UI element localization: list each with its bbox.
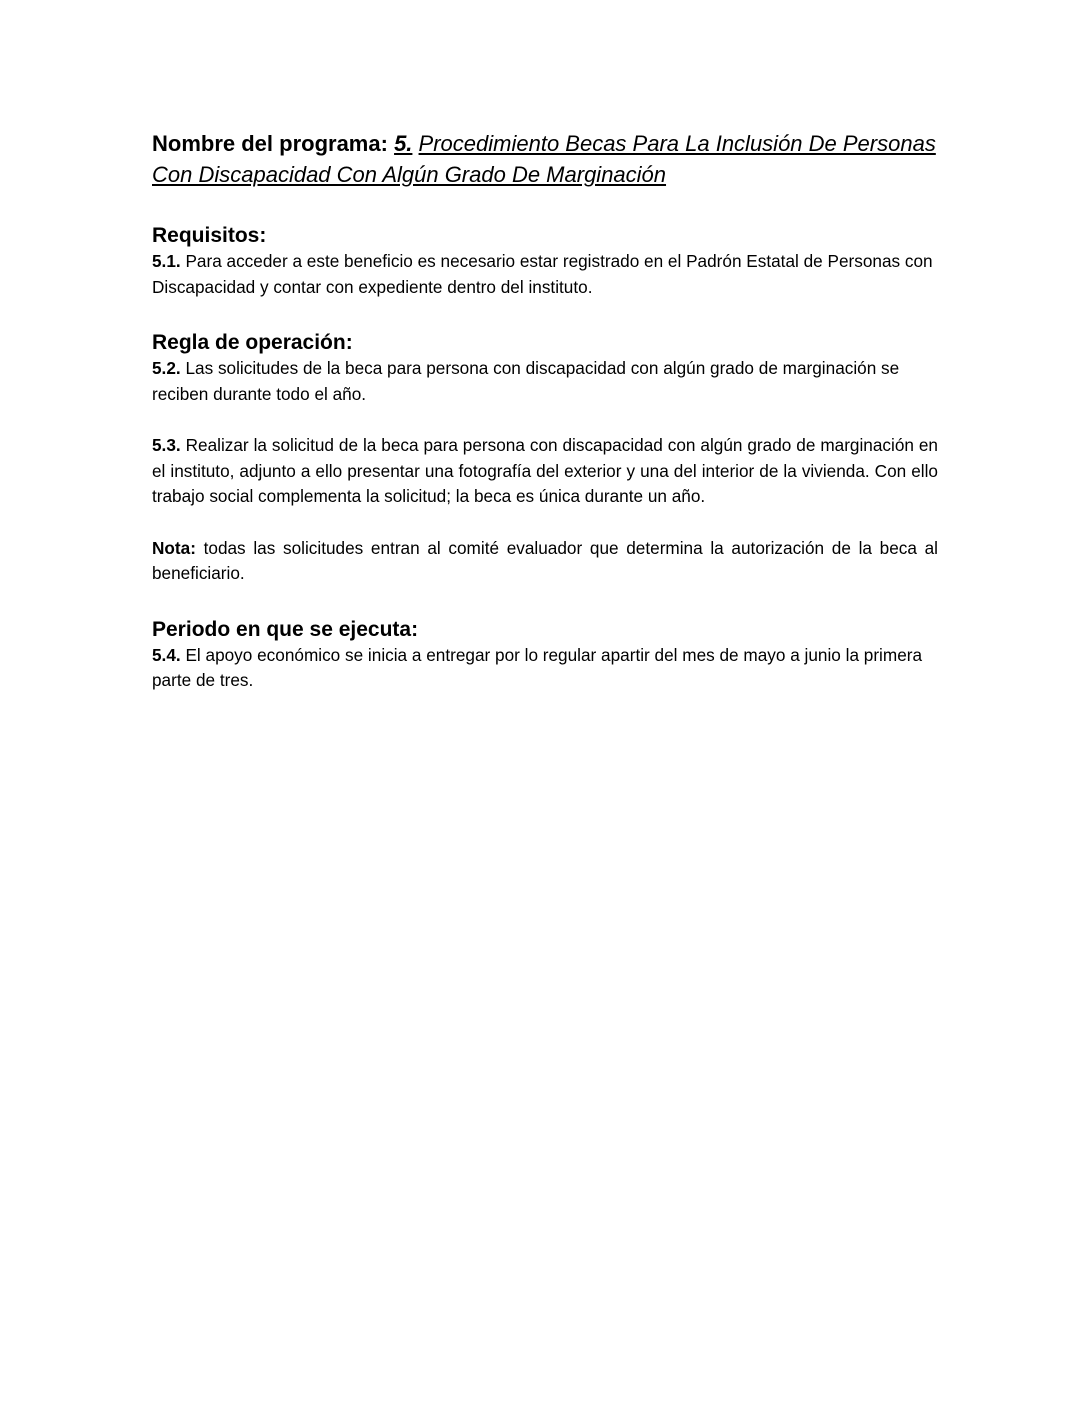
program-title — [152, 128, 938, 190]
paragraph-5-3 — [152, 433, 938, 510]
section-regla-de-operacion — [152, 330, 938, 587]
paragraph-nota — [152, 536, 938, 587]
section-periodo — [152, 617, 938, 694]
paragraph-5-2 — [152, 356, 938, 407]
nota-label: Nota: — [152, 537, 196, 558]
paragraph-number: 5.3. — [152, 435, 181, 455]
document-page — [152, 128, 938, 694]
section-requisitos — [152, 223, 938, 300]
paragraph-number: 5.1. — [152, 251, 181, 271]
paragraph-5-4 — [152, 643, 938, 694]
heading-periodo: Periodo en que se ejecuta: — [152, 617, 419, 641]
paragraph-text: Las solicitudes de la beca para persona con discapacidad con algún grado de marginación se reciben durante todo el año. — [152, 358, 900, 404]
paragraph-5-1 — [152, 249, 938, 300]
paragraph-text: Realizar la solicitud de la beca para persona con discapacidad con algún grado de marginación en el instituto, adjunto a ello presentar una fotografía del exterior y una del interior de la vivienda. Con ello trabajo social complementa la solicitud; la beca es única durante un año. — [152, 435, 938, 506]
paragraph-number: 5.2. — [152, 358, 181, 378]
program-number: 5. — [394, 131, 413, 156]
paragraph-text: El apoyo económico se inicia a entregar por lo regular apartir del mes de mayo a junio la primera parte de tres. — [152, 644, 923, 690]
paragraph-text: Para acceder a este beneficio es necesario estar registrado en el Padrón Estatal de Personas con Discapacidad y contar con expediente dentro del instituto. — [152, 251, 933, 297]
paragraph-number: 5.4. — [152, 644, 181, 665]
heading-requisitos: Requisitos: — [152, 224, 267, 247]
program-title-label: Nombre del programa: — [152, 131, 388, 156]
heading-regla-de-operacion: Regla de operación: — [152, 331, 353, 354]
nota-text: todas las solicitudes entran al comité evaluador que determina la autorización de la beca al beneficiario. — [152, 537, 938, 583]
program-name: Procedimiento Becas Para La Inclusión De Personas Con Discapacidad Con Algún Grado De Marginación — [152, 131, 936, 187]
